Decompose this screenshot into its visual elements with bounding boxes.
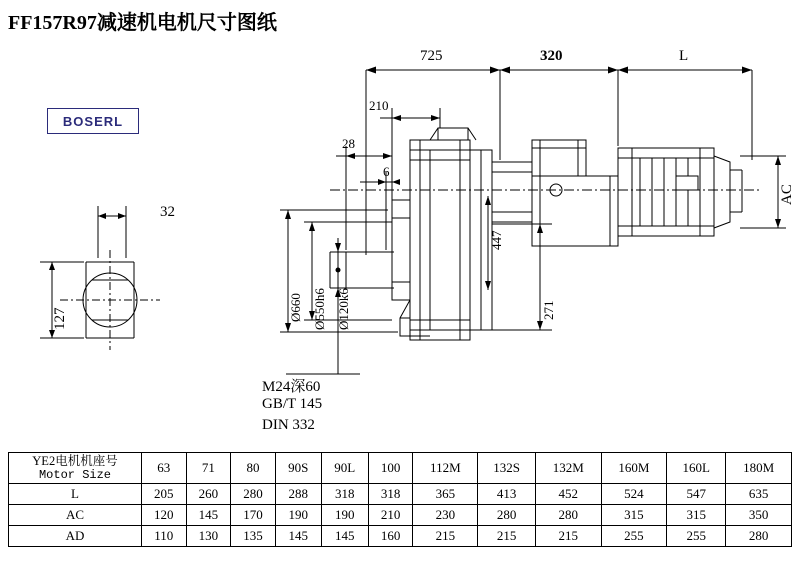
table-cell: 80 (231, 453, 276, 484)
dim-447: 447 (489, 230, 504, 250)
table-cell: 90L (321, 453, 368, 484)
table-cell: 288 (275, 484, 321, 505)
dimension-table (8, 452, 792, 547)
table-cell: 318 (368, 484, 413, 505)
note-m24: M24深60 (262, 379, 321, 395)
table-header-line2: Motor Size (38, 468, 111, 482)
table-cell: 350 (726, 505, 792, 526)
dim-210: 210 (369, 98, 389, 113)
note-din332: DIN 332 (262, 417, 315, 433)
table-cell: 210 (368, 505, 413, 526)
dim-127: 127 (52, 307, 68, 330)
table-cell: 215 (413, 526, 478, 547)
table-cell: 190 (321, 505, 368, 526)
table-cell: 120 (142, 505, 187, 526)
dim-6: 6 (383, 164, 390, 179)
table-cell: 280 (535, 505, 601, 526)
dim-L: L (679, 48, 689, 64)
table-row (9, 505, 792, 526)
dim-28: 28 (342, 136, 355, 151)
table-cell: 145 (275, 526, 321, 547)
table-cell: 635 (726, 484, 792, 505)
table-cell: 71 (186, 453, 231, 484)
table-cell: 145 (321, 526, 368, 547)
table-cell: 547 (667, 484, 726, 505)
table-cell: 160M (601, 453, 667, 484)
table-cell: 190 (275, 505, 321, 526)
page-title: FF157R97减速机电机尺寸图纸 (8, 12, 277, 34)
table-cell: 160L (667, 453, 726, 484)
table-cell: 215 (478, 526, 536, 547)
table-row (9, 484, 792, 505)
table-cell: 230 (413, 505, 478, 526)
table-cell: 132M (535, 453, 601, 484)
table-cell: 130 (186, 526, 231, 547)
table-cell: 255 (601, 526, 667, 547)
table-cell: 112M (413, 453, 478, 484)
dim-550: Ø550h6 (312, 288, 327, 330)
dim-AC: AC (779, 184, 795, 205)
table-row-header (9, 453, 792, 484)
table-cell: 315 (667, 505, 726, 526)
table-cell: 132S (478, 453, 536, 484)
table-cell: 63 (142, 453, 187, 484)
row-label-l: L (9, 484, 142, 505)
table-cell: 90S (275, 453, 321, 484)
table-cell: 413 (478, 484, 536, 505)
table-cell: 318 (321, 484, 368, 505)
dim-120: Ø120k6 (336, 288, 351, 330)
table-cell: 135 (231, 526, 276, 547)
dim-320: 320 (540, 48, 563, 64)
table-cell: 170 (231, 505, 276, 526)
dim-32: 32 (160, 204, 175, 220)
logo-text: BOSERL (62, 113, 124, 129)
table-cell: 255 (667, 526, 726, 547)
table-row (9, 526, 792, 547)
dim-725: 725 (420, 48, 443, 64)
table-cell: 110 (142, 526, 187, 547)
table-cell: 280 (726, 526, 792, 547)
row-label-ac: AC (9, 505, 142, 526)
table-cell: 280 (478, 505, 536, 526)
table-cell: 524 (601, 484, 667, 505)
table-cell: 160 (368, 526, 413, 547)
table-cell: 180M (726, 453, 792, 484)
table-cell: 100 (368, 453, 413, 484)
table-cell: 365 (413, 484, 478, 505)
dim-660: Ø660 (288, 293, 303, 322)
table-cell: 145 (186, 505, 231, 526)
row-label-ad: AD (9, 526, 142, 547)
table-header-motor-size (9, 453, 142, 484)
table-cell: 215 (535, 526, 601, 547)
dim-271: 271 (541, 300, 556, 320)
table-cell: 260 (186, 484, 231, 505)
table-cell: 280 (231, 484, 276, 505)
table-cell: 205 (142, 484, 187, 505)
table-header-line1: YE2电机机座号 (32, 454, 118, 468)
note-gbt145: GB/T 145 (262, 396, 323, 412)
table-cell: 452 (535, 484, 601, 505)
table-cell: 315 (601, 505, 667, 526)
